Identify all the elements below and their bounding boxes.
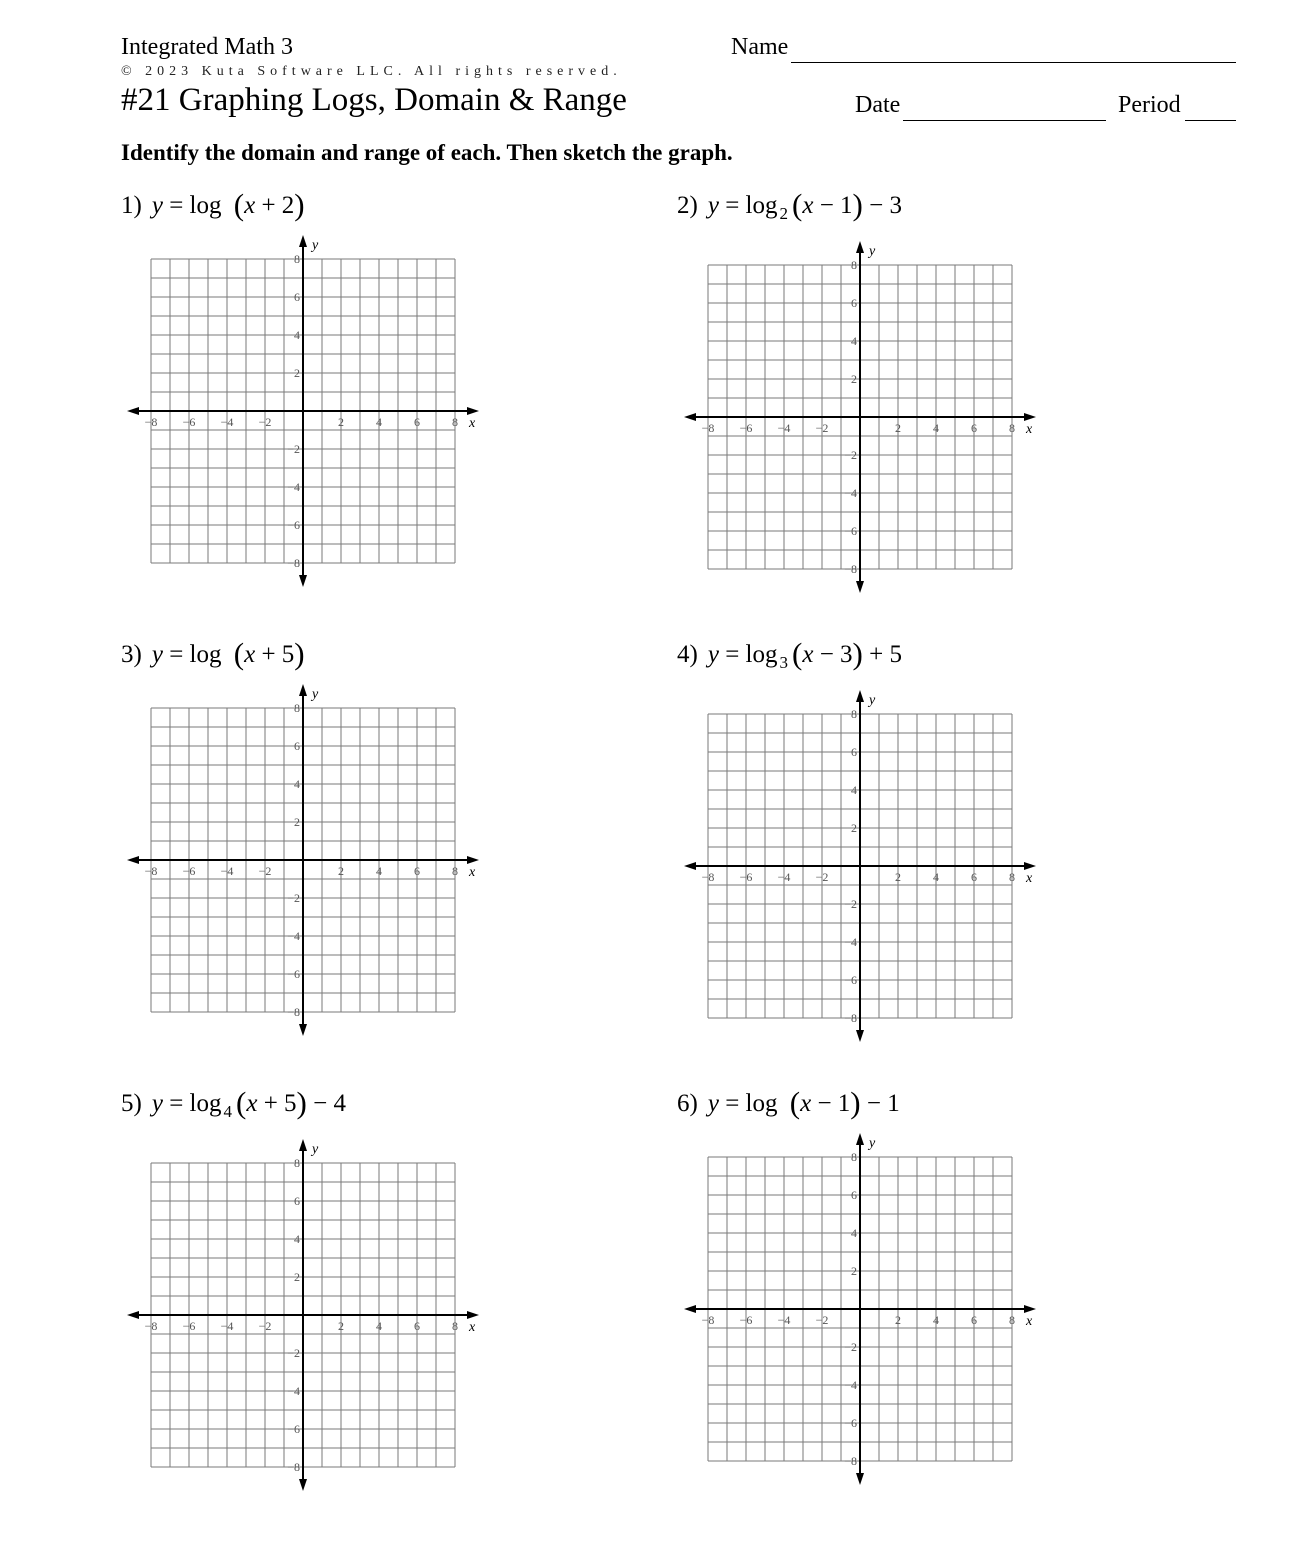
problem-2 <box>677 187 902 224</box>
y-tick-label: −6 <box>844 524 857 538</box>
x-axis-label: x <box>1026 422 1033 437</box>
y-axis-arrow-down <box>299 1024 307 1036</box>
x-axis-arrow-right <box>467 856 479 864</box>
x-tick-label: 8 <box>452 415 458 429</box>
y-tick-label: −6 <box>844 1416 857 1430</box>
copyright-notice: © 2023 Kuta Software LLC. All rights reserved. <box>121 64 622 79</box>
y-axis-label: y <box>869 1136 876 1151</box>
problem-4 <box>677 636 902 673</box>
equation: y = log (x + 2) <box>151 187 305 222</box>
x-tick-label: 4 <box>376 1319 382 1333</box>
x-tick-label: −2 <box>258 864 272 878</box>
x-tick-label: −6 <box>182 1319 196 1333</box>
x-axis-label: x <box>1026 871 1033 886</box>
y-axis-arrow-down <box>856 1473 864 1485</box>
x-axis-arrow-right <box>1024 1305 1036 1313</box>
x-axis-arrow-left <box>127 856 139 864</box>
x-tick-label: −4 <box>220 864 234 878</box>
y-tick-label: 6 <box>294 739 300 753</box>
x-tick-label: 8 <box>452 864 458 878</box>
x-tick-label: 4 <box>933 421 939 435</box>
x-tick-label: −6 <box>182 415 196 429</box>
x-tick-label: 4 <box>933 870 939 884</box>
y-tick-label: 4 <box>294 777 300 791</box>
y-tick-label: −4 <box>844 486 857 500</box>
y-axis-arrow-up <box>299 235 307 247</box>
x-tick-label: −4 <box>777 421 791 435</box>
x-tick-label: 8 <box>1009 421 1015 435</box>
x-axis-label: x <box>1026 1314 1033 1329</box>
x-tick-label: −2 <box>815 421 829 435</box>
y-tick-label: −2 <box>287 891 300 905</box>
x-tick-label: 6 <box>971 1313 977 1327</box>
y-tick-label: 2 <box>294 366 300 380</box>
y-axis-arrow-up <box>856 241 864 253</box>
x-axis-arrow-left <box>684 1305 696 1313</box>
x-tick-label: −4 <box>777 1313 791 1327</box>
x-tick-label: −6 <box>739 1313 753 1327</box>
coordinate-grid-1[interactable] <box>126 236 486 588</box>
y-axis-arrow-down <box>299 575 307 587</box>
equation: y = log $_2$ (x − 1) − 3 <box>707 187 902 223</box>
x-tick-label: −6 <box>182 864 196 878</box>
x-axis-arrow-right <box>467 407 479 415</box>
x-axis-arrow-left <box>127 1311 139 1319</box>
x-tick-label: −6 <box>739 421 753 435</box>
y-axis-arrow-up <box>299 684 307 696</box>
y-axis-label: y <box>869 693 876 708</box>
equation: y = log (x + 5) <box>151 636 305 671</box>
coordinate-grid-6[interactable] <box>683 1134 1043 1486</box>
y-tick-label: −8 <box>844 1011 857 1025</box>
y-tick-label: 4 <box>294 1232 300 1246</box>
coordinate-grid-4[interactable] <box>683 691 1043 1043</box>
y-tick-label: −2 <box>844 1340 857 1354</box>
y-tick-label: −8 <box>287 556 300 570</box>
y-tick-label: 4 <box>851 783 857 797</box>
x-tick-label: 4 <box>376 864 382 878</box>
y-tick-label: −2 <box>287 1346 300 1360</box>
date-field[interactable] <box>903 120 1106 121</box>
x-axis-arrow-left <box>684 413 696 421</box>
y-axis-label: y <box>312 687 319 702</box>
y-axis-arrow-down <box>856 1030 864 1042</box>
y-tick-label: −6 <box>287 1422 300 1436</box>
x-axis-label: x <box>469 865 476 880</box>
x-tick-label: −2 <box>815 1313 829 1327</box>
coordinate-grid-5[interactable] <box>126 1140 486 1492</box>
x-tick-label: −8 <box>701 870 715 884</box>
x-axis-arrow-right <box>1024 413 1036 421</box>
y-tick-label: 8 <box>851 258 857 272</box>
y-tick-label: −6 <box>287 967 300 981</box>
y-tick-label: −4 <box>287 480 300 494</box>
x-axis-arrow-left <box>684 862 696 870</box>
y-axis-label: y <box>312 238 319 253</box>
y-tick-label: 6 <box>851 296 857 310</box>
y-tick-label: 6 <box>851 1188 857 1202</box>
x-tick-label: 6 <box>414 864 420 878</box>
y-tick-label: −2 <box>287 442 300 456</box>
y-tick-label: −2 <box>844 448 857 462</box>
x-axis-arrow-right <box>1024 862 1036 870</box>
x-tick-label: −6 <box>739 870 753 884</box>
y-axis-label: y <box>312 1142 319 1157</box>
y-axis-label: y <box>869 244 876 259</box>
problem-number: 3) <box>121 641 142 668</box>
y-axis-arrow-up <box>856 1133 864 1145</box>
name-field[interactable] <box>791 62 1236 63</box>
x-axis-label: x <box>469 1320 476 1335</box>
y-tick-label: −8 <box>844 562 857 576</box>
x-tick-label: 4 <box>933 1313 939 1327</box>
y-tick-label: −4 <box>287 1384 300 1398</box>
x-tick-label: −8 <box>701 1313 715 1327</box>
x-tick-label: −8 <box>144 415 158 429</box>
y-axis-arrow-down <box>856 581 864 593</box>
equation: y = log (x − 1) − 1 <box>707 1085 900 1120</box>
y-tick-label: −4 <box>287 929 300 943</box>
x-tick-label: 8 <box>1009 870 1015 884</box>
y-tick-label: 4 <box>851 1226 857 1240</box>
y-tick-label: 8 <box>294 252 300 266</box>
x-tick-label: 6 <box>971 870 977 884</box>
problem-5 <box>121 1085 346 1122</box>
y-tick-label: 2 <box>851 1264 857 1278</box>
y-tick-label: 2 <box>294 1270 300 1284</box>
x-tick-label: −4 <box>220 415 234 429</box>
y-axis-arrow-down <box>299 1479 307 1491</box>
x-tick-label: 6 <box>414 415 420 429</box>
y-tick-label: −2 <box>844 897 857 911</box>
period-field[interactable] <box>1185 120 1236 121</box>
x-tick-label: −4 <box>777 870 791 884</box>
x-tick-label: −8 <box>144 864 158 878</box>
x-tick-label: 2 <box>338 1319 344 1333</box>
x-tick-label: 6 <box>414 1319 420 1333</box>
y-tick-label: 2 <box>851 821 857 835</box>
y-tick-label: 4 <box>294 328 300 342</box>
y-tick-label: −8 <box>844 1454 857 1468</box>
problem-number: 4) <box>677 641 698 668</box>
x-tick-label: 8 <box>1009 1313 1015 1327</box>
problem-3 <box>121 636 305 673</box>
y-tick-label: 6 <box>294 1194 300 1208</box>
period-label: Period <box>1118 92 1181 118</box>
y-tick-label: 4 <box>851 334 857 348</box>
problem-1 <box>121 187 305 224</box>
equation: y = log $_3$ (x − 3) + 5 <box>707 636 902 672</box>
x-tick-label: 6 <box>971 421 977 435</box>
y-tick-label: 2 <box>294 815 300 829</box>
x-tick-label: −8 <box>701 421 715 435</box>
x-tick-label: 2 <box>338 415 344 429</box>
x-tick-label: −2 <box>815 870 829 884</box>
x-axis-arrow-left <box>127 407 139 415</box>
course-name: Integrated Math 3 <box>121 34 293 60</box>
date-label: Date <box>855 92 901 118</box>
problem-number: 5) <box>121 1090 142 1117</box>
y-axis-arrow-up <box>299 1139 307 1151</box>
x-tick-label: 2 <box>895 870 901 884</box>
y-tick-label: 6 <box>851 745 857 759</box>
x-tick-label: −8 <box>144 1319 158 1333</box>
y-tick-label: 8 <box>294 701 300 715</box>
y-tick-label: 6 <box>294 290 300 304</box>
y-tick-label: 8 <box>851 707 857 721</box>
x-tick-label: −2 <box>258 415 272 429</box>
x-axis-label: x <box>469 416 476 431</box>
y-tick-label: 8 <box>851 1150 857 1164</box>
x-tick-label: 2 <box>895 421 901 435</box>
coordinate-grid-3[interactable] <box>126 685 486 1037</box>
y-tick-label: 2 <box>851 372 857 386</box>
x-tick-label: 2 <box>895 1313 901 1327</box>
x-tick-label: 4 <box>376 415 382 429</box>
y-tick-label: 8 <box>294 1156 300 1170</box>
x-tick-label: 8 <box>452 1319 458 1333</box>
y-tick-label: −6 <box>287 518 300 532</box>
y-tick-label: −4 <box>844 935 857 949</box>
coordinate-grid-2[interactable] <box>683 242 1043 594</box>
x-tick-label: −4 <box>220 1319 234 1333</box>
y-tick-label: −6 <box>844 973 857 987</box>
instructions: Identify the domain and range of each. Then sketch the graph. <box>121 140 733 165</box>
problem-6 <box>677 1085 900 1122</box>
x-axis-arrow-right <box>467 1311 479 1319</box>
y-tick-label: −4 <box>844 1378 857 1392</box>
problem-number: 1) <box>121 192 142 219</box>
problem-number: 2) <box>677 192 698 219</box>
x-tick-label: −2 <box>258 1319 272 1333</box>
y-axis-arrow-up <box>856 690 864 702</box>
equation: y = log $_4$ (x + 5) − 4 <box>151 1085 346 1121</box>
x-tick-label: 2 <box>338 864 344 878</box>
problem-number: 6) <box>677 1090 698 1117</box>
y-tick-label: −8 <box>287 1005 300 1019</box>
name-label: Name <box>731 34 789 60</box>
worksheet-title: #21 Graphing Logs, Domain & Range <box>121 82 627 118</box>
y-tick-label: −8 <box>287 1460 300 1474</box>
